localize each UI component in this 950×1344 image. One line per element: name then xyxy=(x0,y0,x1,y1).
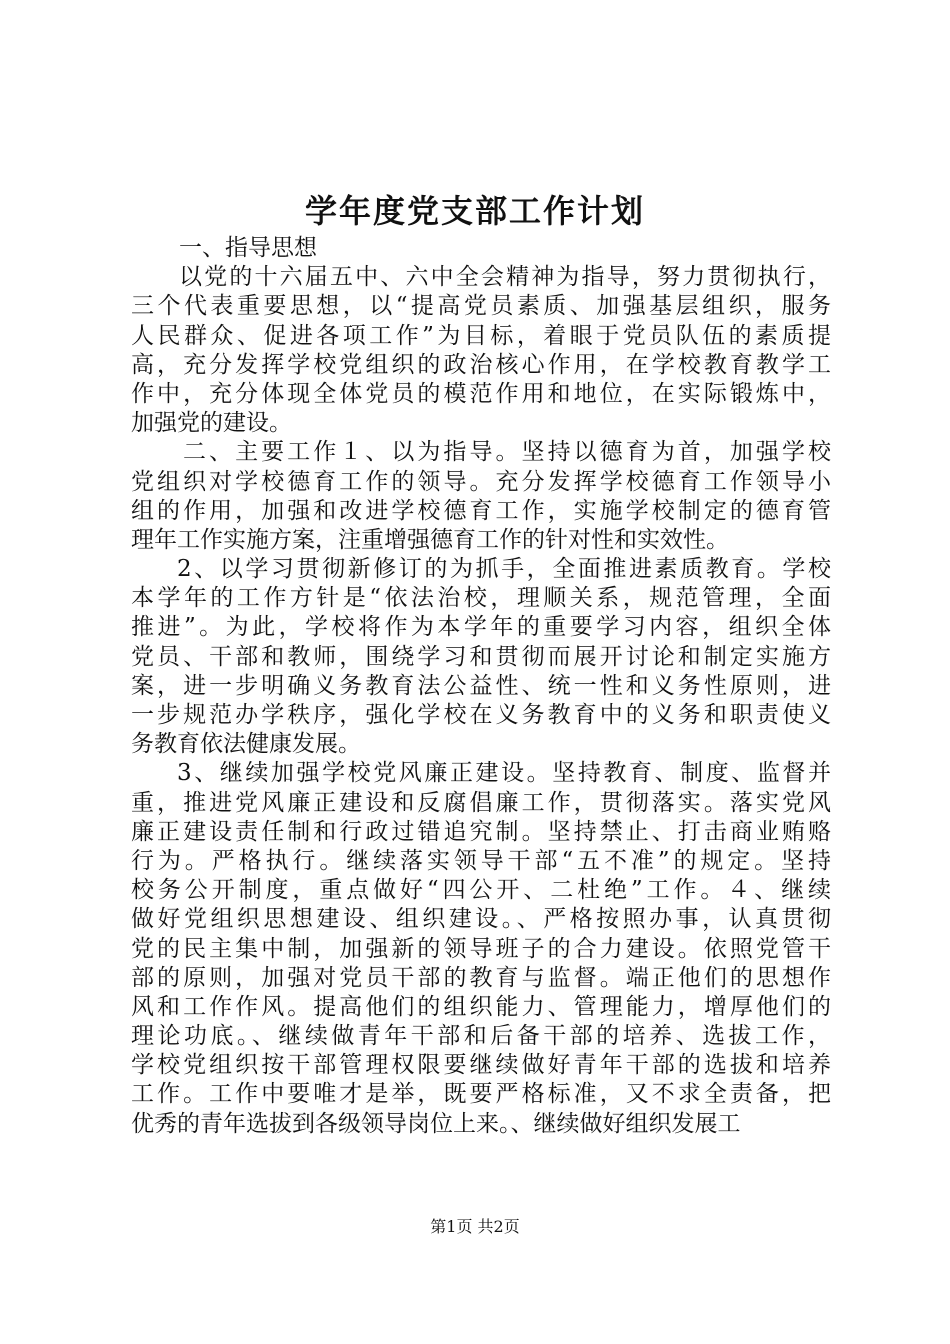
paragraph-line: 工作。工作中要唯才是举，既要严格标准，又不求全责备，把 xyxy=(131,1081,831,1108)
paragraph-line: 风和工作作风。提高他们的组织能力、管理能力，增厚他们的 xyxy=(131,993,831,1020)
paragraph-line: 校务公开制度，重点做好“四公开、二杜绝”工作。４、继续 xyxy=(131,877,831,904)
paragraph-line: 部的原则，加强对党员干部的教育与监督。端正他们的思想作 xyxy=(131,964,831,991)
document-title: 学年度党支部工作计划 xyxy=(304,192,645,230)
paragraph-line: 重，推进党风廉正建设和反腐倡廉工作，贯彻落实。落实党风 xyxy=(131,789,831,816)
paragraph-line: 作中，充分体现全体党员的模范作用和地位，在实际锻炼中， xyxy=(131,380,831,407)
paragraph xyxy=(131,555,831,759)
paragraph-line: 以党的十六届五中、六中全会精神为指导，努力贯彻执行， xyxy=(179,264,831,291)
paragraph-line: 务教育依法健康发展。 xyxy=(131,731,361,758)
paragraph-line: 二、主要工作１、以为指导。坚持以德育为首，加强学校 xyxy=(183,439,831,466)
paragraph-line: 组的作用，加强和改进学校德育工作，实施学校制定的德育管 xyxy=(131,497,831,524)
document-body xyxy=(131,234,831,1139)
paragraph-line: 高，充分发挥学校党组织的政治核心作用，在学校教育教学工 xyxy=(131,351,831,378)
paragraph-line: 学校党组织按干部管理权限要继续做好青年干部的选拔和培养 xyxy=(131,1052,831,1079)
paragraph-line: 优秀的青年选拔到各级领导岗位上来。、继续做好组织发展工 xyxy=(131,1110,741,1137)
paragraph-line: 案，进一步明确义务教育法公益性、统一性和义务性原则，进 xyxy=(131,672,831,699)
paragraph-line: 做好党组织思想建设、组织建设。、严格按照办事，认真贯彻 xyxy=(131,906,831,933)
paragraph-line: 本学年的工作方针是“依法治校，理顺关系，规范管理，全面 xyxy=(131,585,831,612)
paragraph xyxy=(131,759,831,1138)
paragraph-line: 加强党的建设。 xyxy=(131,410,292,437)
paragraph xyxy=(131,234,831,263)
paragraph xyxy=(131,263,831,438)
paragraph-line: 人民群众、促进各项工作”为目标，着眼于党员队伍的素质提 xyxy=(131,322,831,349)
paragraph-line: 3、继续加强学校党风廉正建设。坚持教育、制度、监督并 xyxy=(177,760,831,787)
page-footer: 第1页 共2页 xyxy=(430,1217,520,1236)
paragraph-line: 党的民主集中制，加强新的领导班子的合力建设。依照党管干 xyxy=(131,935,831,962)
paragraph-line: 理论功底。、继续做青年干部和后备干部的培养、选拔工作， xyxy=(131,1023,831,1050)
paragraph-line: 一、指导思想 xyxy=(179,235,317,261)
paragraph-line: 行为。严格执行。继续落实领导干部“五不准”的规定。坚持 xyxy=(131,847,831,874)
paragraph-line: 党员、干部和教师，围绕学习和贯彻而展开讨论和制定实施方 xyxy=(131,643,831,670)
paragraph-line: 理年工作实施方案，注重增强德育工作的针对性和实效性。 xyxy=(131,526,729,553)
paragraph xyxy=(131,438,831,555)
paragraph-line: 三个代表重要思想，以“提高党员素质、加强基层组织，服务 xyxy=(131,293,831,320)
paragraph-line: 一步规范办学秩序，强化学校在义务教育中的义务和职责使义 xyxy=(131,702,831,728)
paragraph-line: 2、以学习贯彻新修订的为抓手，全面推进素质教育。学校 xyxy=(177,556,831,583)
paragraph-line: 廉正建设责任制和行政过错追究制。坚持禁止、打击商业贿赂 xyxy=(131,818,831,845)
paragraph-line: 推进”。为此，学校将作为本学年的重要学习内容，组织全体 xyxy=(131,614,831,641)
paragraph-line: 党组织对学校德育工作的领导。充分发挥学校德育工作领导小 xyxy=(131,468,831,495)
